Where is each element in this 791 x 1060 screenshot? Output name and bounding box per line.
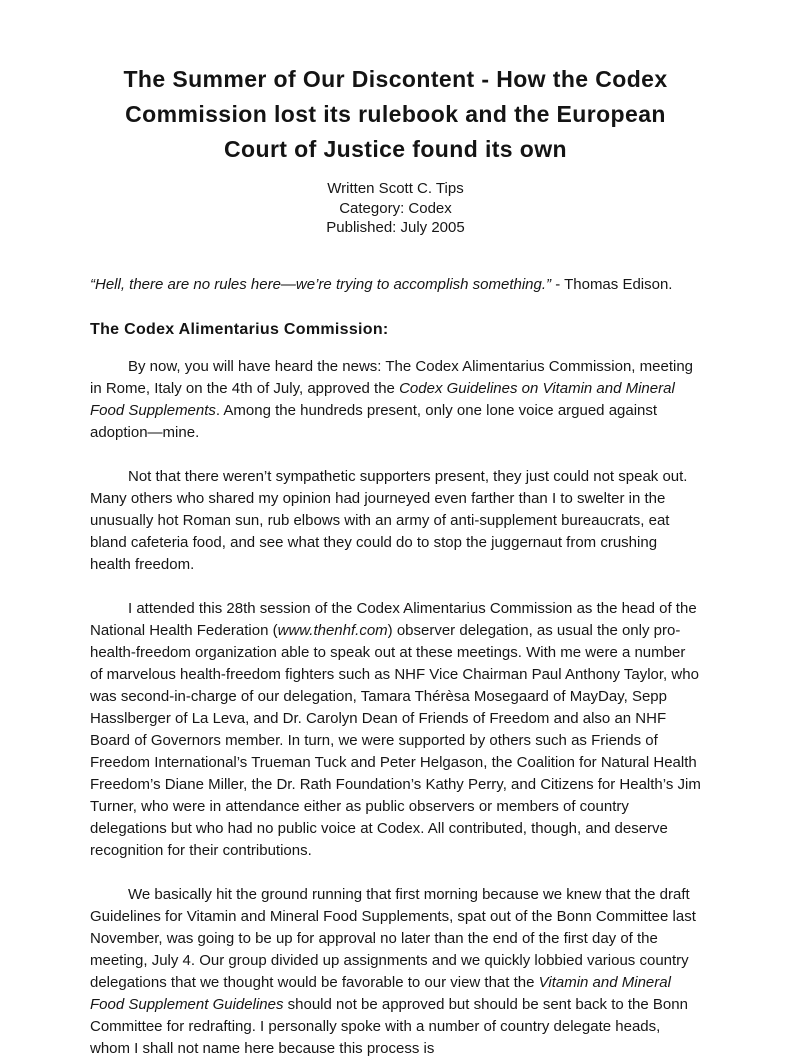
article-byline [90, 179, 701, 238]
quote-text: “Hell, there are no rules here—we’re trying to accomplish something.” [90, 275, 552, 293]
article-title-line-2: Commission lost its rulebook and the European [125, 101, 666, 127]
article-title [90, 62, 701, 167]
text-segment: By now, you will have heard the news: The Codex Alimentarius Commission, meeting in Rome, Italy on the 4th of July, approved the [90, 357, 693, 397]
text-segment: should not be approved but should be sent back to the Bonn Committee for redrafting. I personally spoke with a number of country delegate heads, whom I shall not name here because this process is [90, 995, 688, 1057]
byline-category: Category: Codex [339, 199, 452, 217]
text-segment: I attended this 28th session of the Codex Alimentarius Commission as the head of the National Health Federation ( [90, 599, 697, 639]
quote-attribution: - Thomas Edison. [551, 275, 673, 293]
paragraph-3 [90, 598, 701, 862]
article-title-line-3: Court of Justice found its own [224, 136, 567, 162]
text-segment-italic: Vitamin and Mineral Food Supplement Guidelines [90, 973, 671, 1013]
text-segment: We basically hit the ground running that first morning because we knew that the draft Guidelines for Vitamin and Mineral Food Supplements, spat out of the Bonn Committee last November, was going to be up for approval no later than the end of the first day of the meeting, July 4. Our group divided up assignments and we quickly lobbied various country delegations that we thought would be favorable to our view that the [90, 885, 696, 991]
article-title-line-1: The Summer of Our Discontent - How the Codex [123, 66, 668, 92]
byline-author: Written Scott C. Tips [327, 180, 464, 197]
section-heading: The Codex Alimentarius Commission: [90, 320, 389, 338]
byline-published: Published: July 2005 [326, 219, 465, 236]
paragraph-2 [90, 466, 701, 576]
text-segment: Not that there weren’t sympathetic supporters present, they just could not speak out. Many others who shared my opinion had journeyed even farther than I to swelter in the unusually hot Roman sun, rub elbows with an army of anti-supplement bureaucrats, eat bland cafeteria food, and see what they could do to stop the juggernaut from crushing health freedom. [90, 467, 688, 573]
epigraph-quote [90, 274, 701, 296]
text-segment: ) observer delegation, as usual the only pro-health-freedom organization able to speak out at these meetings. With me were a number of marvelous health-freedom fighters such as NHF Vice Chairman Paul Anthony Taylor, who was second-in-charge of our delegation, Tamara Thérèsa Mosegaard of MayDay, Sepp Hasslberger of La Leva, and Dr. Carolyn Dean of Friends of Freedom and also an NHF Board of Governors member. In turn, we were supported by others such as Friends of Freedom International’s Trueman Tuck and Peter Helgason, the Coalition for Natural Health Freedom’s Diane Miller, the Dr. Rath Foundation’s Kathy Perry, and Citizens for Health’s Jim Turner, who were in attendance either as public observers or members of country delegations but who had no public voice at Codex. All contributed, though, and deserve recognition for their contributions. [90, 621, 701, 859]
text-segment-italic: www.thenhf.com [277, 621, 388, 639]
text-segment-italic: Codex Guidelines on Vitamin and Mineral Food Supplements [90, 379, 675, 419]
paragraph-4 [90, 884, 701, 1060]
paragraph-1 [90, 356, 701, 444]
text-segment: . Among the hundreds present, only one lone voice argued against adoption—mine. [90, 401, 658, 441]
